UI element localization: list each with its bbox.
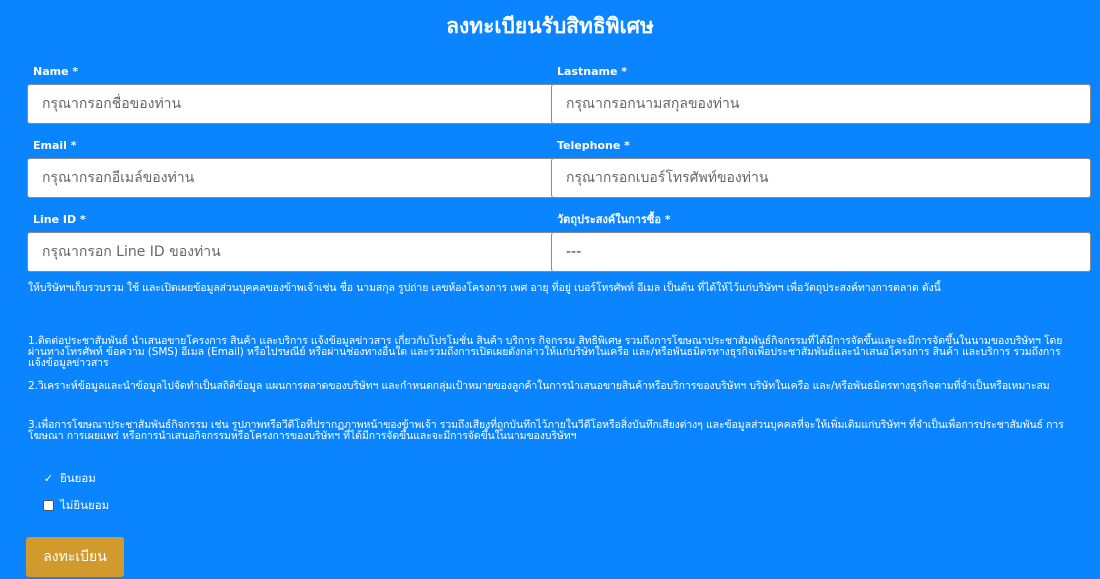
lastname-label: Lastname *	[557, 65, 627, 78]
email-label: Email *	[33, 139, 77, 152]
telephone-label: Telephone *	[557, 139, 630, 152]
line-id-group	[27, 213, 567, 272]
name-label: Name *	[33, 65, 79, 78]
lastname-group	[551, 65, 1091, 124]
consent-item-3: 3.เพื่อการโฆษณาประชาสัมพันธ์กิจกรรม เช่น รูปภาพหรือวีดีโอที่ปรากฏภาพหน้าของข้าพเจ้า รวมถึงเสียงที่ถูกบันทึกไว้ภายในวีดีโอหรือสิ่งบันทึกเสียงต่างๆ และข้อมูลส่วนบุคคลที่จะให้เพิ่มเติมแก่บริษัทฯ ที่จำเป็นเพื่อการประชาสัมพันธ์ การโฆษณา การเผยแพร่ หรือการนำเสนอกิจกรรมหรือโครงการของบริษัทฯ ที่ได้มีการจัดขึ้นและจะมีการจัดขึ้นในนามของบริษัทฯ	[28, 419, 1064, 442]
consent-item-2: 2.วิเคราะห์ข้อมูลและนำข้อมูลไปจัดทำเป็นสถิติข้อมูล แผนการตลาดของบริษัทฯ และกำหนดกลุ่มเป้าหมายของลูกค้าในการนำเสนอขายสินค้าหรือบริการของบริษัทฯ บริษัทในเครือ และ/หรือพันธมิตรทางธุรกิจตามที่จำเป็นหรือเหมาะสม	[28, 380, 1050, 392]
lastname-input[interactable]	[551, 84, 1091, 124]
name-input[interactable]	[27, 84, 567, 124]
purpose-select[interactable]: ---	[551, 232, 1091, 272]
consent-item-1: 1.ติดต่อประชาสัมพันธ์ นำเสนอขายโครงการ สินค้า และบริการ แจ้งข้อมูลข่าวสาร เกี่ยวกับโปรโมชั่น สินค้า บริการ กิจกรรม สิทธิพิเศษ รวมถึงการโฆษณาประชาสัมพันธ์กิจกรรมที่ได้มีการจัดขึ้นและจะมีการจัดขึ้นในนามของบริษัทฯ โดยผ่านทางโทรศัพท์ ข้อความ (SMS) อีเมล (Email) หรือไปรษณีย์ หรือผ่านช่องทางอื่นใด และรวมถึงการเปิดเผยดังกล่าวให้แก่บริษัทในเครือ และ/หรือพันธมิตรทางธุรกิจเพื่อประชาสัมพันธ์และนำเสนอโครงการ สินค้า และบริการ รวมถึงการแจ้งข้อมูลข่าวสาร	[28, 335, 1063, 369]
line-id-input[interactable]	[27, 232, 567, 272]
telephone-group	[551, 139, 1091, 198]
checkmark-icon[interactable]: ✓	[43, 471, 54, 485]
email-group	[27, 139, 567, 198]
name-group	[27, 65, 567, 124]
telephone-input[interactable]	[551, 158, 1091, 198]
form-title: ลงทะเบียนรับสิทธิพิเศษ	[446, 14, 654, 38]
email-input[interactable]	[27, 158, 567, 198]
disagree-option[interactable]	[43, 498, 109, 512]
agree-option[interactable]	[43, 471, 96, 485]
purpose-group	[551, 213, 1091, 272]
line-id-label: Line ID *	[33, 213, 86, 226]
register-button[interactable]: ลงทะเบียน	[26, 537, 124, 577]
agree-label: ยินยอม	[60, 471, 96, 485]
consent-intro: ให้บริษัทฯเก็บรวบรวม ใช้ และเปิดเผยข้อมูลส่วนบุคคลของข้าพเจ้าเช่น ชื่อ นามสกุล รูปถ่าย เลขห้องโครงการ เพศ อายุ ที่อยู่ เบอร์โทรศัพท์ อีเมล เป็นต้น ที่ได้ให้ไว้แก่บริษัทฯ เพื่อวัตถุประสงค์ทางการตลาด ดังนี้	[28, 282, 941, 294]
disagree-label: ไม่ยินยอม	[60, 498, 110, 512]
disagree-checkbox[interactable]	[43, 500, 54, 511]
purpose-label: วัตถุประสงค์ในการซื้อ *	[557, 213, 671, 226]
